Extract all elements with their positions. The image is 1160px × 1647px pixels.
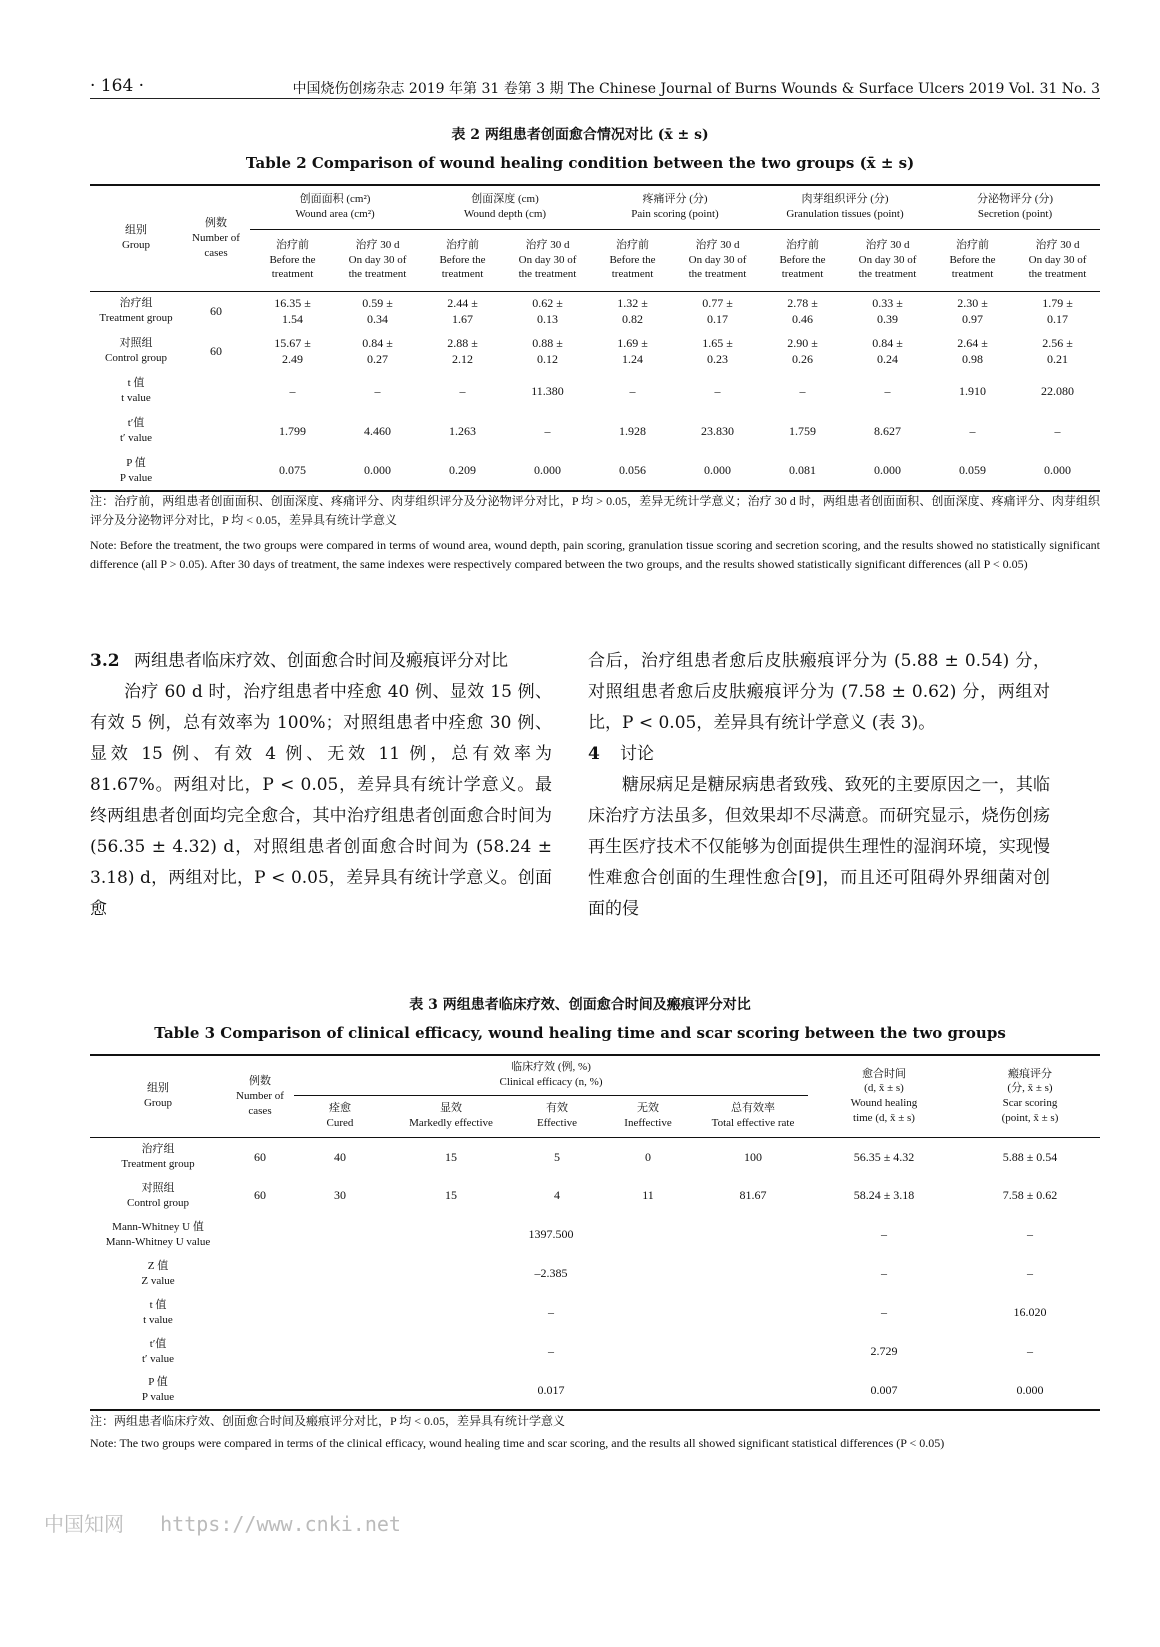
table-cell: 16.35 ± 1.54 xyxy=(274,296,311,327)
section-4-heading xyxy=(588,739,1050,770)
table-cell: 5 xyxy=(554,1149,560,1164)
header-day30: 治疗 30 d On day 30 of the treatment xyxy=(335,229,420,291)
table-cell: 0.77 ± 0.17 xyxy=(702,296,733,327)
table-cell: 0.33 ± 0.39 xyxy=(872,296,903,327)
table-cell: 2.90 ± 0.26 xyxy=(787,335,818,366)
stat-row xyxy=(90,451,1100,491)
cell-empty xyxy=(226,1332,294,1371)
table-row xyxy=(90,291,1100,331)
table-cell: 56.35 ± 4.32 xyxy=(853,1149,915,1164)
header-day30: 治疗 30 d On day 30 of the treatment xyxy=(1015,229,1100,291)
table-cell-efficacy: 0.017 xyxy=(294,1371,808,1410)
cell-empty xyxy=(226,1293,294,1332)
table-cell: 1.759 xyxy=(789,423,816,438)
table-cell-scar: – xyxy=(1027,1227,1033,1242)
table-cell: 15 xyxy=(445,1149,457,1164)
table-cell: 1.799 xyxy=(279,423,306,438)
table-cell: 0.000 xyxy=(845,451,930,491)
table-cell: 2.88 ± 2.12 xyxy=(447,335,478,366)
table-cell: 7.58 ± 0.62 xyxy=(1002,1188,1058,1203)
table-cell: 1.79 ± 0.17 xyxy=(1042,296,1073,327)
table3-note-cn: 注：两组患者临床疗效、创面愈合时间及瘢痕评分对比，P 均 < 0.05，差异具有统计学意义 xyxy=(90,1414,565,1428)
table-cell: 0.059 xyxy=(930,451,1015,491)
table-row xyxy=(90,1137,1100,1176)
table-cell: 2.30 ± 0.97 xyxy=(957,296,988,327)
row-label: P 值 P value xyxy=(90,451,182,491)
cell-cases: 60 xyxy=(254,1149,266,1164)
header-day30: 治疗 30 d On day 30 of the treatment xyxy=(675,229,760,291)
table-cell: 0 xyxy=(645,1149,651,1164)
table-cell: – xyxy=(969,423,976,438)
table-cell: 40 xyxy=(334,1149,346,1164)
section-number: 3.2 xyxy=(90,651,120,671)
table-cell-efficacy: 1397.500 xyxy=(528,1227,574,1242)
table-cell: 0.209 xyxy=(420,451,505,491)
table-cell: 81.67 xyxy=(739,1188,767,1203)
row-label: t′值 t′ value xyxy=(141,1337,175,1365)
table-cell: 1.928 xyxy=(619,423,646,438)
stat-row xyxy=(90,1332,1100,1371)
table-cell: 0.075 xyxy=(250,451,335,491)
table-cell: 1.69 ± 1.24 xyxy=(617,335,648,366)
table-cell-scar: – xyxy=(1027,1266,1033,1281)
table-cell: 11 xyxy=(642,1188,654,1203)
row-label: 对照组 Control group xyxy=(126,1181,190,1209)
table2 xyxy=(90,184,1100,492)
header-efficacy-col: 无效 Ineffective xyxy=(598,1095,698,1137)
table-cell: 2.78 ± 0.46 xyxy=(787,296,818,327)
table-cell-efficacy: – xyxy=(548,1305,554,1320)
header-cases: 例数 Number of cases xyxy=(182,185,250,291)
stat-row xyxy=(90,1371,1100,1410)
table-cell: 0.000 xyxy=(1015,451,1100,491)
table-cell: 1.263 xyxy=(449,423,476,438)
table-cell: 0.056 xyxy=(590,451,675,491)
table-cell: – xyxy=(799,383,806,398)
cell-empty xyxy=(182,371,250,411)
table-cell: 23.830 xyxy=(701,423,734,438)
cell-cases: 60 xyxy=(210,304,222,319)
header-efficacy-col: 显效 Markedly effective xyxy=(386,1095,516,1137)
table3-caption-cn: 表 3 两组患者临床疗效、创面愈合时间及瘢痕评分对比 xyxy=(409,997,751,1013)
table-cell: – xyxy=(714,383,721,398)
table2-note-en: Note: Before the treatment, the two groups were compared in terms of wound area, wound depth, pain scoring, granulation tissue scoring and secretion scoring, and the results showed no statistically significant difference (all P > 0.05). After 30 days of treatment, the same indexes were respectively compared between the two groups, and the results showed statistically significant differences (all P < 0.05) xyxy=(90,538,1100,571)
table-cell-healing: – xyxy=(881,1227,887,1242)
header-efficacy-col: 总有效率 Total effective rate xyxy=(698,1095,808,1137)
table-cell: – xyxy=(459,383,466,398)
header-clinical-efficacy: 临床疗效 (例, %) Clinical efficacy (n, %) xyxy=(294,1055,808,1095)
header-before-treatment: 治疗前 Before the treatment xyxy=(590,229,675,291)
row-label: 对照组 Control group xyxy=(104,337,168,364)
table-cell-scar: 0.000 xyxy=(960,1371,1100,1410)
row-label: 治疗组 Treatment group xyxy=(99,297,173,325)
table-cell: 1.65 ± 0.23 xyxy=(702,335,733,366)
page-number: · 164 · xyxy=(90,76,145,96)
table-cell-efficacy: – xyxy=(548,1344,554,1359)
table-cell: – xyxy=(544,423,551,438)
stat-row xyxy=(90,411,1100,451)
table2-caption-en: Table 2 Comparison of wound healing condition between the two groups (x̄ ± s) xyxy=(245,154,915,172)
table-cell: 0.62 ± 0.13 xyxy=(532,296,563,327)
table-cell: – xyxy=(629,383,636,398)
table-cell: 8.627 xyxy=(874,423,901,438)
row-label: 治疗组 Treatment group xyxy=(121,1142,195,1170)
left-column xyxy=(90,646,552,925)
table-cell: 22.080 xyxy=(1041,383,1074,398)
table-cell: 2.64 ± 0.98 xyxy=(957,335,988,366)
cell-empty xyxy=(226,1371,294,1410)
table-cell: 4 xyxy=(554,1188,560,1203)
table3 xyxy=(90,1054,1100,1411)
table-cell: 15.67 ± 2.49 xyxy=(274,335,311,366)
section-3-2-heading xyxy=(90,646,552,677)
header-day30: 治疗 30 d On day 30 of the treatment xyxy=(845,229,930,291)
header-indicator: 创面深度 (cm) Wound depth (cm) xyxy=(420,185,590,229)
row-label: Mann-Whitney U 值 Mann-Whitney U value xyxy=(105,1220,211,1248)
table-cell: 30 xyxy=(334,1188,346,1203)
section-number: 4 xyxy=(588,744,600,764)
section-3-2-paragraph: 治疗 60 d 时，治疗组患者中痊愈 40 例、显效 15 例、有效 5 例，总有效率为 100%；对照组患者中痊愈 30 例、显效 15 例、有效 4 例、无效 11 例，总有效率为 81.67%。两组对比，P < 0.05，差异具有统计学意义。最终两组患者创面均完全愈合，其中治疗组患者创面愈合时间为 (56.35 ± 4.32) d，对照组患者创面愈合时间为 (58.24 ± 3.18) d，两组对比，P < 0.05，差异具有统计学意义。创面愈 xyxy=(90,682,552,919)
table-cell: 0.081 xyxy=(760,451,845,491)
table-cell-healing: – xyxy=(881,1266,887,1281)
header-before-treatment: 治疗前 Before the treatment xyxy=(420,229,505,291)
header-before-treatment: 治疗前 Before the treatment xyxy=(250,229,335,291)
table-cell: 100 xyxy=(744,1149,762,1164)
table-cell: 5.88 ± 0.54 xyxy=(1002,1149,1058,1164)
row-label: t 值 t value xyxy=(143,1298,173,1326)
section-4-paragraph: 糖尿病足是糖尿病患者致残、致死的主要原因之一，其临床治疗方法虽多，但效果却不尽满意。而研究显示，烧伤创疡再生医疗技术不仅能够为创面提供生理性的湿润环境，实现慢性难愈合创面的生理性愈合[9]，而且还可阻碍外界细菌对创面的侵 xyxy=(588,775,1050,919)
header-group: 组别 Group xyxy=(90,185,182,291)
header-group: 组别 Group xyxy=(90,1055,226,1137)
cnki-watermark: 中国知网 https://www.cnki.net xyxy=(44,1512,401,1536)
header-efficacy-col: 有效 Effective xyxy=(516,1095,598,1137)
stat-row xyxy=(90,371,1100,411)
table2-caption-cn: 表 2 两组患者创面愈合情况对比 (x̄ ± s) xyxy=(451,127,709,143)
table-cell: 11.380 xyxy=(531,383,564,398)
header-day30: 治疗 30 d On day 30 of the treatment xyxy=(505,229,590,291)
cell-empty xyxy=(182,411,250,451)
cell-empty xyxy=(226,1215,294,1254)
header-indicator: 创面面积 (cm²) Wound area (cm²) xyxy=(250,185,420,229)
cell-cases: 60 xyxy=(210,343,222,358)
table-cell-healing: 2.729 xyxy=(870,1344,898,1359)
table-cell: 0.000 xyxy=(675,451,760,491)
table-cell: – xyxy=(884,383,891,398)
table2-note-cn: 注：治疗前，两组患者创面面积、创面深度、疼痛评分、肉芽组织评分及分泌物评分对比，P 均 > 0.05，差异无统计学意义；治疗 30 d 时，两组患者创面面积、创面深度、疼痛评分、肉芽组织评分及分泌物评分对比，P 均 < 0.05，差异具有统计学意义 xyxy=(90,494,1100,527)
header-efficacy-col: 痊愈 Cured xyxy=(294,1095,386,1137)
table-cell-scar: 16.020 xyxy=(1013,1305,1047,1320)
stat-row xyxy=(90,1254,1100,1293)
header-before-treatment: 治疗前 Before the treatment xyxy=(930,229,1015,291)
stat-row xyxy=(90,1293,1100,1332)
table-cell: 15 xyxy=(445,1188,457,1203)
header-scar-scoring: 瘢痕评分 (分, x̄ ± s) Scar scoring (point, x̄ ± s) xyxy=(960,1055,1100,1137)
table-cell-healing: – xyxy=(881,1305,887,1320)
table-cell: – xyxy=(289,383,296,398)
table-cell: 0.000 xyxy=(505,451,590,491)
table-cell: – xyxy=(374,383,381,398)
cell-empty xyxy=(226,1254,294,1293)
table3-note-en: Note: The two groups were compared in terms of the clinical efficacy, wound healing time and scar scoring, and the results all showed significant statistical differences (P < 0.05) xyxy=(90,1436,945,1450)
header-indicator: 肉芽组织评分 (分) Granulation tissues (point) xyxy=(760,185,930,229)
table-cell: 0.84 ± 0.24 xyxy=(872,335,903,366)
section-title: 两组患者临床疗效、创面愈合时间及瘢痕评分对比 xyxy=(134,651,508,671)
table-cell: 0.59 ± 0.34 xyxy=(362,296,393,327)
table-cell: 0.000 xyxy=(335,451,420,491)
table-cell: 58.24 ± 3.18 xyxy=(853,1188,915,1203)
header-before-treatment: 治疗前 Before the treatment xyxy=(760,229,845,291)
row-label: t 值 t value xyxy=(121,377,151,404)
table-cell-healing: 0.007 xyxy=(808,1371,960,1410)
table-cell-efficacy: –2.385 xyxy=(534,1266,568,1281)
table-cell: – xyxy=(1054,423,1061,438)
row-label: t′值 t′ value xyxy=(119,417,153,444)
stat-row xyxy=(90,1215,1100,1254)
table-cell: 1.910 xyxy=(959,383,986,398)
header-cases: 例数 Number of cases xyxy=(226,1055,294,1137)
table-cell: 2.56 ± 0.21 xyxy=(1042,335,1073,366)
header-indicator: 分泌物评分 (分) Secretion (point) xyxy=(930,185,1100,229)
journal-title: 中国烧伤创疡杂志 2019 年第 31 卷第 3 期 The Chinese Journal of Burns Wounds & Surface Ulcers 2019 Vol. 31 No. 3 xyxy=(292,81,1100,97)
cell-cases: 60 xyxy=(254,1188,266,1203)
table-row xyxy=(90,331,1100,371)
running-header xyxy=(90,76,1100,99)
header-indicator: 疼痛评分 (分) Pain scoring (point) xyxy=(590,185,760,229)
right-column xyxy=(588,646,1050,925)
section-title: 讨论 xyxy=(620,744,654,764)
table-cell: 4.460 xyxy=(364,423,391,438)
cell-empty xyxy=(182,451,250,491)
table3-caption-en: Table 3 Comparison of clinical efficacy, wound healing time and scar scoring between the two groups xyxy=(154,1024,1006,1042)
table-cell: 0.84 ± 0.27 xyxy=(362,335,393,366)
table-cell: 1.32 ± 0.82 xyxy=(617,296,648,327)
header-healing-time: 愈合时间 (d, x̄ ± s) Wound healing time (d, x̄ ± s) xyxy=(808,1055,960,1137)
table-cell: 0.88 ± 0.12 xyxy=(532,335,563,366)
table-cell: 2.44 ± 1.67 xyxy=(447,296,478,327)
table-cell-scar: – xyxy=(1027,1344,1033,1359)
row-label: P 值 P value xyxy=(90,1371,226,1410)
table-row xyxy=(90,1176,1100,1215)
section-3-2-continuation: 合后，治疗组患者愈后皮肤瘢痕评分为 (5.88 ± 0.54) 分，对照组患者愈后皮肤瘢痕评分为 (7.58 ± 0.62) 分，两组对比，P < 0.05，差异具有统计学意义 (表 3)。 xyxy=(588,651,1050,733)
row-label: Z 值 Z value xyxy=(141,1259,175,1287)
